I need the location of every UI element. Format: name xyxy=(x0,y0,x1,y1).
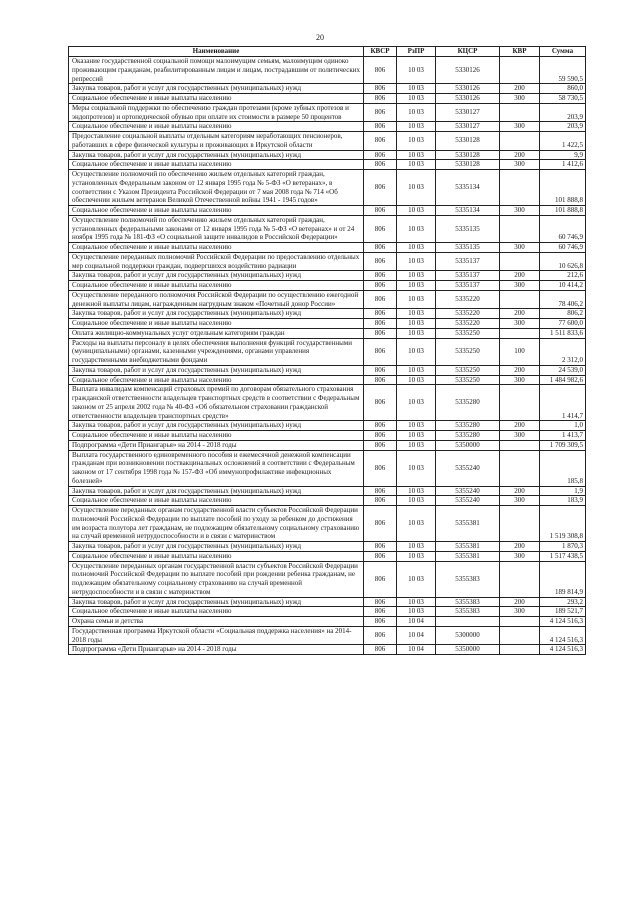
cell-kcsr: 5335135 xyxy=(436,215,500,242)
table-row xyxy=(69,607,586,617)
cell-kcsr: 5355381 xyxy=(436,551,500,561)
cell-name: Осуществление переданного полномочия Российской Федерации по осуществлению ежегодной денежной выплаты лицам, награжденным нагрудным знаком «Почетный донор России» xyxy=(69,290,364,309)
cell-rzpr: 10 03 xyxy=(397,440,436,450)
cell-name: Выплата инвалидам компенсаций страховых премий по договорам обязательного страхования гражданской ответственности владельцев транспортных средств в соответствии с Федеральным законом от 25 апреля 2002 года № 40-ФЗ «Об обязательном страховании гражданской ответственности владельцев транспортных средств» xyxy=(69,385,364,421)
cell-rzpr: 10 03 xyxy=(397,385,436,421)
cell-name: Социальное обеспечение и иные выплаты населению xyxy=(69,431,364,441)
cell-kvr xyxy=(500,103,540,122)
cell-kvr xyxy=(500,328,540,338)
cell-name: Социальное обеспечение и иные выплаты населению xyxy=(69,496,364,506)
cell-rzpr: 10 03 xyxy=(397,319,436,329)
cell-kcsr: 5335220 xyxy=(436,290,500,309)
cell-kvsr: 806 xyxy=(364,375,397,385)
cell-sum: 1 511 833,6 xyxy=(540,328,586,338)
cell-rzpr: 10 03 xyxy=(397,170,436,206)
cell-rzpr: 10 03 xyxy=(397,290,436,309)
table-row xyxy=(69,215,586,242)
cell-kcsr: 5335137 xyxy=(436,271,500,281)
cell-sum: 806,2 xyxy=(540,309,586,319)
cell-kvsr: 806 xyxy=(364,486,397,496)
cell-kvr: 300 xyxy=(500,281,540,291)
cell-kvsr: 806 xyxy=(364,338,397,365)
table-row xyxy=(69,57,586,84)
cell-name: Закупка товаров, работ и услуг для государственных (муниципальных) нужд xyxy=(69,597,364,607)
cell-kcsr: 5335135 xyxy=(436,243,500,253)
table-row xyxy=(69,271,586,281)
cell-kvr xyxy=(500,450,540,486)
cell-name: Социальное обеспечение и иные выплаты населению xyxy=(69,122,364,132)
cell-sum: 24 539,0 xyxy=(540,365,586,375)
cell-rzpr: 10 04 xyxy=(397,626,436,645)
cell-kvr xyxy=(500,626,540,645)
cell-kvsr: 806 xyxy=(364,122,397,132)
cell-kvr: 200 xyxy=(500,84,540,94)
cell-kvr xyxy=(500,617,540,627)
cell-name: Осуществление переданных органам государственной власти субъектов Российской Федерации полномочий Российской Федерации по выплате пособий по уходу за ребенком до достижения им возраста полутора лет гражданам, не подлежащим обязательному социальному страхованию на случай временной нетрудоспособности и в связи с материнством xyxy=(69,506,364,542)
cell-kcsr: 5335134 xyxy=(436,206,500,216)
table-row xyxy=(69,338,586,365)
cell-sum: 189 521,7 xyxy=(540,607,586,617)
cell-rzpr: 10 03 xyxy=(397,450,436,486)
cell-name: Меры социальной поддержки по обеспечению граждан протезами (кроме зубных протезов и эндопротезов) и ортопедической обувью при оплате их стоимости в размере 50 процентов xyxy=(69,103,364,122)
cell-sum: 1 870,3 xyxy=(540,542,586,552)
table-row xyxy=(69,170,586,206)
budget-table xyxy=(68,46,586,655)
cell-kvr xyxy=(500,561,540,597)
table-row xyxy=(69,375,586,385)
cell-sum: 1 709 309,5 xyxy=(540,440,586,450)
cell-kcsr: 5330127 xyxy=(436,103,500,122)
cell-kvsr: 806 xyxy=(364,450,397,486)
table-row xyxy=(69,122,586,132)
cell-kvsr: 806 xyxy=(364,271,397,281)
cell-rzpr: 10 03 xyxy=(397,486,436,496)
cell-kcsr: 5335280 xyxy=(436,385,500,421)
cell-kvsr: 806 xyxy=(364,309,397,319)
table-body xyxy=(69,57,586,655)
cell-rzpr: 10 03 xyxy=(397,506,436,542)
cell-kvr: 300 xyxy=(500,94,540,104)
cell-kcsr: 5335250 xyxy=(436,365,500,375)
cell-kvsr: 806 xyxy=(364,506,397,542)
cell-kvsr: 806 xyxy=(364,206,397,216)
cell-sum: 293,2 xyxy=(540,597,586,607)
cell-name: Социальное обеспечение и иные выплаты населению xyxy=(69,94,364,104)
cell-kvsr: 806 xyxy=(364,132,397,151)
table-row xyxy=(69,319,586,329)
cell-kcsr xyxy=(436,617,500,627)
table-row xyxy=(69,160,586,170)
cell-rzpr: 10 03 xyxy=(397,365,436,375)
cell-name: Закупка товаров, работ и услуг для государственных (муниципальных) нужд xyxy=(69,421,364,431)
cell-name: Оплата жилищно-коммунальных услуг отдельным категориям граждан xyxy=(69,328,364,338)
cell-sum: 2 312,0 xyxy=(540,338,586,365)
cell-rzpr: 10 03 xyxy=(397,607,436,617)
cell-kvr: 300 xyxy=(500,243,540,253)
cell-name: Закупка товаров, работ и услуг для государственных (муниципальных) нужд xyxy=(69,271,364,281)
table-row xyxy=(69,506,586,542)
table-row xyxy=(69,150,586,160)
table-row xyxy=(69,94,586,104)
cell-kvr xyxy=(500,645,540,655)
cell-name: Социальное обеспечение и иные выплаты населению xyxy=(69,607,364,617)
cell-kcsr: 5350000 xyxy=(436,440,500,450)
cell-kvsr: 806 xyxy=(364,150,397,160)
cell-kvsr: 806 xyxy=(364,561,397,597)
cell-rzpr: 10 03 xyxy=(397,328,436,338)
cell-rzpr: 10 03 xyxy=(397,431,436,441)
cell-kvr: 200 xyxy=(500,421,540,431)
cell-rzpr: 10 04 xyxy=(397,645,436,655)
cell-sum: 4 124 516,3 xyxy=(540,626,586,645)
cell-name: Социальное обеспечение и иные выплаты населению xyxy=(69,160,364,170)
cell-kvr xyxy=(500,385,540,421)
cell-sum: 1 422,5 xyxy=(540,132,586,151)
cell-name: Осуществление переданных органам государственной власти субъектов Российской Федерации полномочий Российской Федерации по выплате пособий при рождении ребенка гражданам, не подлежащим обязательному социальному страхованию на случай временной нетрудоспособности и в связи с материнством xyxy=(69,561,364,597)
cell-sum: 1,9 xyxy=(540,486,586,496)
cell-name: Социальное обеспечение и иные выплаты населению xyxy=(69,281,364,291)
cell-name: Закупка товаров, работ и услуг для государственных (муниципальных) нужд xyxy=(69,542,364,552)
cell-name: Социальное обеспечение и иные выплаты населению xyxy=(69,243,364,253)
cell-kcsr: 5350000 xyxy=(436,645,500,655)
cell-kcsr: 5335250 xyxy=(436,328,500,338)
cell-kvsr: 806 xyxy=(364,84,397,94)
header-sum: Сумма xyxy=(540,47,586,57)
table-row xyxy=(69,290,586,309)
cell-sum: 77 600,0 xyxy=(540,319,586,329)
table-row xyxy=(69,385,586,421)
table-row xyxy=(69,597,586,607)
cell-kvsr: 806 xyxy=(364,496,397,506)
cell-kcsr: 5330127 xyxy=(436,122,500,132)
cell-rzpr: 10 03 xyxy=(397,243,436,253)
cell-sum: 1 484 982,6 xyxy=(540,375,586,385)
cell-rzpr: 10 03 xyxy=(397,561,436,597)
cell-kvr: 200 xyxy=(500,486,540,496)
cell-kcsr: 5330128 xyxy=(436,150,500,160)
table-row xyxy=(69,309,586,319)
cell-kvsr: 806 xyxy=(364,290,397,309)
cell-rzpr: 10 04 xyxy=(397,617,436,627)
cell-kvr: 300 xyxy=(500,122,540,132)
cell-kvsr: 806 xyxy=(364,94,397,104)
cell-name: Предоставление социальной выплаты отдельным категориям неработающих пенсионеров, работавших в сфере физической культуры и проживающих в Иркутской области xyxy=(69,132,364,151)
cell-kvsr: 806 xyxy=(364,243,397,253)
cell-rzpr: 10 03 xyxy=(397,421,436,431)
table-row xyxy=(69,365,586,375)
table-row xyxy=(69,252,586,271)
cell-sum: 212,6 xyxy=(540,271,586,281)
header-kvsr: КВСР xyxy=(364,47,397,57)
cell-kvr xyxy=(500,440,540,450)
cell-kvr: 300 xyxy=(500,431,540,441)
cell-kcsr: 5355383 xyxy=(436,607,500,617)
cell-kcsr: 5330128 xyxy=(436,132,500,151)
table-row xyxy=(69,328,586,338)
table-row xyxy=(69,243,586,253)
cell-rzpr: 10 03 xyxy=(397,122,436,132)
table-row xyxy=(69,542,586,552)
cell-sum: 1,0 xyxy=(540,421,586,431)
cell-kvsr: 806 xyxy=(364,103,397,122)
header-name: Наименование xyxy=(69,47,364,57)
cell-sum: 1 519 308,8 xyxy=(540,506,586,542)
cell-name: Оказание государственной социальной помощи малоимущим семьям, малоимущим одиноко проживающим гражданам, реабилитированным лицам и лицам, пострадавшим от политических репрессий xyxy=(69,57,364,84)
cell-name: Социальное обеспечение и иные выплаты населению xyxy=(69,551,364,561)
cell-kvr: 200 xyxy=(500,365,540,375)
cell-kvr: 200 xyxy=(500,150,540,160)
cell-sum: 60 746,9 xyxy=(540,243,586,253)
cell-name: Осуществление полномочий по обеспечению жильем отдельных категорий граждан, установленных Федеральным законом от 12 января 1995 года № 5-ФЗ «О ветеранах», в соответствии с Указом Президента Российской Федерации от 7 мая 2008 года № 714 «Об обеспечении жильем ветеранов Великой Отечественной войны 1941 - 1945 годов» xyxy=(69,170,364,206)
cell-kcsr: 5335134 xyxy=(436,170,500,206)
cell-rzpr: 10 03 xyxy=(397,551,436,561)
page-number: 20 xyxy=(316,33,324,42)
cell-rzpr: 10 03 xyxy=(397,252,436,271)
cell-kvsr: 806 xyxy=(364,252,397,271)
cell-kcsr: 5335137 xyxy=(436,252,500,271)
cell-rzpr: 10 03 xyxy=(397,150,436,160)
cell-sum: 203,9 xyxy=(540,103,586,122)
cell-sum: 60 746,9 xyxy=(540,215,586,242)
cell-kvsr: 806 xyxy=(364,281,397,291)
table-row xyxy=(69,84,586,94)
cell-name: Подпрограмма «Дети Приангарья» на 2014 - 2018 годы xyxy=(69,440,364,450)
cell-rzpr: 10 03 xyxy=(397,496,436,506)
cell-kcsr: 5335250 xyxy=(436,338,500,365)
cell-name: Закупка товаров, работ и услуг для государственных (муниципальных) нужд xyxy=(69,365,364,375)
cell-kvsr: 806 xyxy=(364,215,397,242)
cell-kcsr: 5355381 xyxy=(436,506,500,542)
cell-rzpr: 10 03 xyxy=(397,281,436,291)
cell-kvsr: 806 xyxy=(364,385,397,421)
cell-sum: 189 814,9 xyxy=(540,561,586,597)
table-row xyxy=(69,132,586,151)
cell-sum: 183,9 xyxy=(540,496,586,506)
cell-kvsr: 806 xyxy=(364,328,397,338)
cell-kvr: 300 xyxy=(500,607,540,617)
cell-kcsr: 5335137 xyxy=(436,281,500,291)
cell-kvsr: 806 xyxy=(364,626,397,645)
cell-kcsr: 5335250 xyxy=(436,375,500,385)
header-kvr: КВР xyxy=(500,47,540,57)
cell-rzpr: 10 03 xyxy=(397,215,436,242)
cell-kcsr: 5330126 xyxy=(436,84,500,94)
cell-name: Подпрограмма «Дети Приангарья» на 2014 - 2018 годы xyxy=(69,645,364,655)
cell-kvsr: 806 xyxy=(364,645,397,655)
table-row xyxy=(69,421,586,431)
cell-kcsr: 5335220 xyxy=(436,309,500,319)
cell-rzpr: 10 03 xyxy=(397,206,436,216)
cell-sum: 1 413,7 xyxy=(540,431,586,441)
cell-kvr xyxy=(500,170,540,206)
cell-sum: 101 888,8 xyxy=(540,206,586,216)
cell-sum: 58 730,5 xyxy=(540,94,586,104)
cell-rzpr: 10 03 xyxy=(397,338,436,365)
cell-kvsr: 806 xyxy=(364,551,397,561)
cell-kvr: 300 xyxy=(500,319,540,329)
table-row xyxy=(69,103,586,122)
cell-kvr xyxy=(500,132,540,151)
cell-sum: 4 124 516,3 xyxy=(540,645,586,655)
cell-name: Социальное обеспечение и иные выплаты населению xyxy=(69,206,364,216)
cell-kvr xyxy=(500,252,540,271)
cell-name: Закупка товаров, работ и услуг для государственных (муниципальных) нужд xyxy=(69,150,364,160)
cell-kvr: 100 xyxy=(500,338,540,365)
cell-sum: 101 888,8 xyxy=(540,170,586,206)
cell-kvr: 300 xyxy=(500,551,540,561)
cell-kcsr: 5355383 xyxy=(436,597,500,607)
cell-kvsr: 806 xyxy=(364,431,397,441)
table-row xyxy=(69,206,586,216)
cell-kvsr: 806 xyxy=(364,607,397,617)
table-row xyxy=(69,281,586,291)
table-row xyxy=(69,617,586,627)
cell-kvsr: 806 xyxy=(364,440,397,450)
cell-kvr: 200 xyxy=(500,542,540,552)
cell-kvr: 300 xyxy=(500,160,540,170)
cell-rzpr: 10 03 xyxy=(397,309,436,319)
table-header-row xyxy=(69,47,586,57)
cell-kcsr: 5330126 xyxy=(436,57,500,84)
cell-rzpr: 10 03 xyxy=(397,597,436,607)
cell-kcsr: 5335220 xyxy=(436,319,500,329)
cell-rzpr: 10 03 xyxy=(397,103,436,122)
table-row xyxy=(69,626,586,645)
cell-kvr xyxy=(500,506,540,542)
cell-sum: 10 414,2 xyxy=(540,281,586,291)
cell-sum: 1 412,6 xyxy=(540,160,586,170)
cell-name: Осуществление полномочий по обеспечению жильем отдельных категорий граждан, установленных федеральными законами от 12 января 1995 года № 5-ФЗ «О ветеранах» и от 24 ноября 1995 года № 181-ФЗ «О социальной защите инвалидов в Российской Федерации» xyxy=(69,215,364,242)
cell-kvr: 200 xyxy=(500,271,540,281)
cell-sum: 59 590,5 xyxy=(540,57,586,84)
cell-name: Закупка товаров, работ и услуг для государственных (муниципальных) нужд xyxy=(69,84,364,94)
cell-sum: 1 414,7 xyxy=(540,385,586,421)
cell-name: Государственная программа Иркутской области «Социальная поддержка населения» на 2014-2018 годы xyxy=(69,626,364,645)
cell-sum: 1 517 438,5 xyxy=(540,551,586,561)
cell-kvsr: 806 xyxy=(364,365,397,375)
table-row xyxy=(69,496,586,506)
cell-kvr xyxy=(500,215,540,242)
cell-rzpr: 10 03 xyxy=(397,160,436,170)
cell-kcsr: 5355240 xyxy=(436,486,500,496)
cell-rzpr: 10 03 xyxy=(397,542,436,552)
cell-kvsr: 806 xyxy=(364,597,397,607)
cell-name: Закупка товаров, работ и услуг для государственных (муниципальных) нужд xyxy=(69,486,364,496)
cell-kvsr: 806 xyxy=(364,170,397,206)
cell-sum: 4 124 516,3 xyxy=(540,617,586,627)
cell-kcsr: 5330128 xyxy=(436,160,500,170)
cell-name: Выплата государственного единовременного пособия и ежемесячной денежной компенсации гражданам при возникновении поствакцинальных осложнений в соответствии с Федеральным законом от 17 сентября 1998 года № 157-ФЗ «Об иммунопрофилактике инфекционных болезней» xyxy=(69,450,364,486)
table-row xyxy=(69,450,586,486)
cell-name: Закупка товаров, работ и услуг для государственных (муниципальных) нужд xyxy=(69,309,364,319)
cell-kcsr: 5300000 xyxy=(436,626,500,645)
table-row xyxy=(69,486,586,496)
cell-kvr: 200 xyxy=(500,597,540,607)
cell-kvsr: 806 xyxy=(364,160,397,170)
cell-name: Социальное обеспечение и иные выплаты населению xyxy=(69,319,364,329)
cell-kcsr: 5335280 xyxy=(436,431,500,441)
table-row xyxy=(69,561,586,597)
cell-name: Расходы на выплаты персоналу в целях обеспечения выполнения функций государственными (муниципальными) органами, казенными учреждениями, органами управления государственными внебюджетными фондами xyxy=(69,338,364,365)
table-row xyxy=(69,431,586,441)
cell-sum: 860,0 xyxy=(540,84,586,94)
cell-sum: 9,9 xyxy=(540,150,586,160)
cell-rzpr: 10 03 xyxy=(397,375,436,385)
cell-kvr xyxy=(500,57,540,84)
table-row xyxy=(69,551,586,561)
cell-rzpr: 10 03 xyxy=(397,94,436,104)
cell-kvsr: 806 xyxy=(364,617,397,627)
cell-kcsr: 5355381 xyxy=(436,542,500,552)
cell-kcsr: 5355240 xyxy=(436,496,500,506)
table-row xyxy=(69,440,586,450)
cell-kvr xyxy=(500,290,540,309)
cell-kvsr: 806 xyxy=(364,319,397,329)
cell-kcsr: 5355383 xyxy=(436,561,500,597)
cell-kvr: 300 xyxy=(500,375,540,385)
header-kcsr: КЦСР xyxy=(436,47,500,57)
cell-rzpr: 10 03 xyxy=(397,271,436,281)
cell-kcsr: 5335280 xyxy=(436,421,500,431)
header-rzpr: РзПР xyxy=(397,47,436,57)
cell-kvsr: 806 xyxy=(364,542,397,552)
cell-sum: 185,8 xyxy=(540,450,586,486)
cell-sum: 203,9 xyxy=(540,122,586,132)
cell-rzpr: 10 03 xyxy=(397,57,436,84)
cell-kvsr: 806 xyxy=(364,421,397,431)
cell-rzpr: 10 03 xyxy=(397,84,436,94)
cell-name: Охрана семьи и детства xyxy=(69,617,364,627)
cell-kcsr: 5355240 xyxy=(436,450,500,486)
cell-sum: 10 626,8 xyxy=(540,252,586,271)
cell-name: Социальное обеспечение и иные выплаты населению xyxy=(69,375,364,385)
cell-sum: 78 406,2 xyxy=(540,290,586,309)
cell-kvr: 300 xyxy=(500,496,540,506)
cell-rzpr: 10 03 xyxy=(397,132,436,151)
cell-kvr: 200 xyxy=(500,309,540,319)
cell-name: Осуществление переданных полномочий Российской Федерации по предоставлению отдельных мер социальной поддержки граждан, подвергшихся воздействию радиации xyxy=(69,252,364,271)
table-row xyxy=(69,645,586,655)
cell-kvr: 300 xyxy=(500,206,540,216)
cell-kvsr: 806 xyxy=(364,57,397,84)
cell-kcsr: 5330126 xyxy=(436,94,500,104)
